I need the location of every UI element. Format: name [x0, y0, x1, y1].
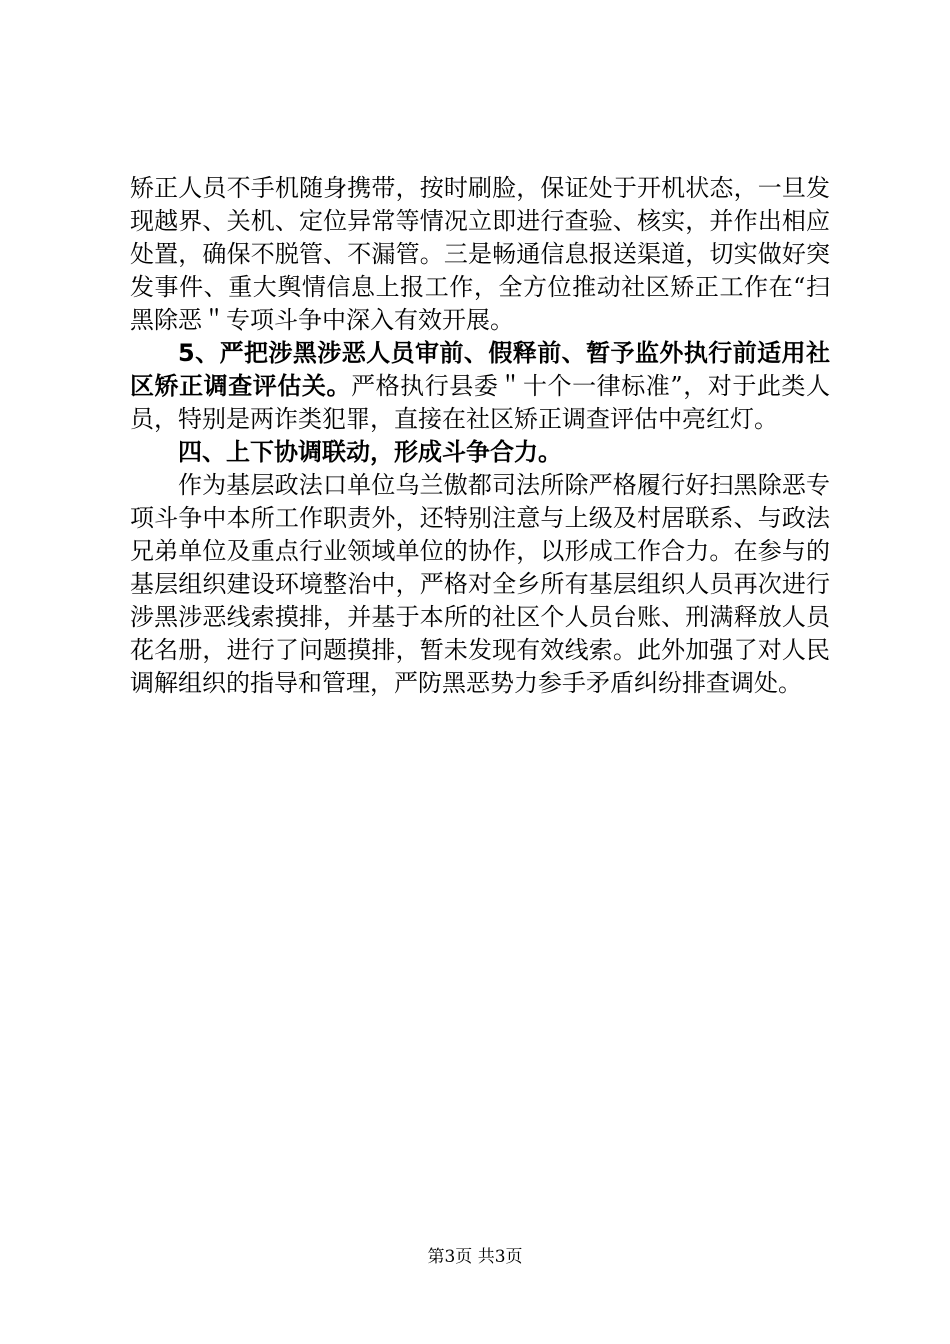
- document-body: [130, 172, 830, 700]
- paragraph-item-5: [130, 337, 830, 436]
- section-heading-4: 四、上下协调联动，形成斗争合力。: [178, 438, 562, 466]
- paragraph-item-5-lead: 5、严把涉黑涉恶人员审前、假释前、暂予监外执行前适用社区矫正调查评估关。: [130, 339, 830, 400]
- paragraph-continued: 矫正人员不手机随身携带，按时刷脸，保证处于开机状态，一旦发现越界、关机、定位异常等情况立即进行查验、核实，并作出相应处置，确保不脱管、不漏管。三是畅通信息报送渠道，切实做好突发事件、重大舆情信息上报工作，全方位推动社区矫正工作在“扫黑除恶＂专项斗争中深入有效开展。: [130, 174, 830, 334]
- paragraph-section-4-body: 作为基层政法口单位乌兰傲都司法所除严格履行好扫黑除恶专项斗争中本所工作职责外，还特别注意与上级及村居联系、与政法兄弟单位及重点行业领域单位的协作，以形成工作合力。在参与的基层组织建设环境整治中，严格对全乡所有基层组织人员再次进行涉黑涉恶线索摸排，并基于本所的社区个人员台账、刑满释放人员花名册，进行了问题摸排，暂未发现有效线索。此外加强了对人民调解组织的指导和管理，严防黑恶势力参手矛盾纠纷排查调处。: [130, 471, 830, 697]
- page-footer: 第3页 共3页: [427, 1247, 523, 1267]
- paragraph-item-5-body: 严格执行县委＂十个一律标准”，对于此类人员，特别是两诈类犯罪，直接在社区矫正调查评估中亮红灯。: [130, 372, 830, 433]
